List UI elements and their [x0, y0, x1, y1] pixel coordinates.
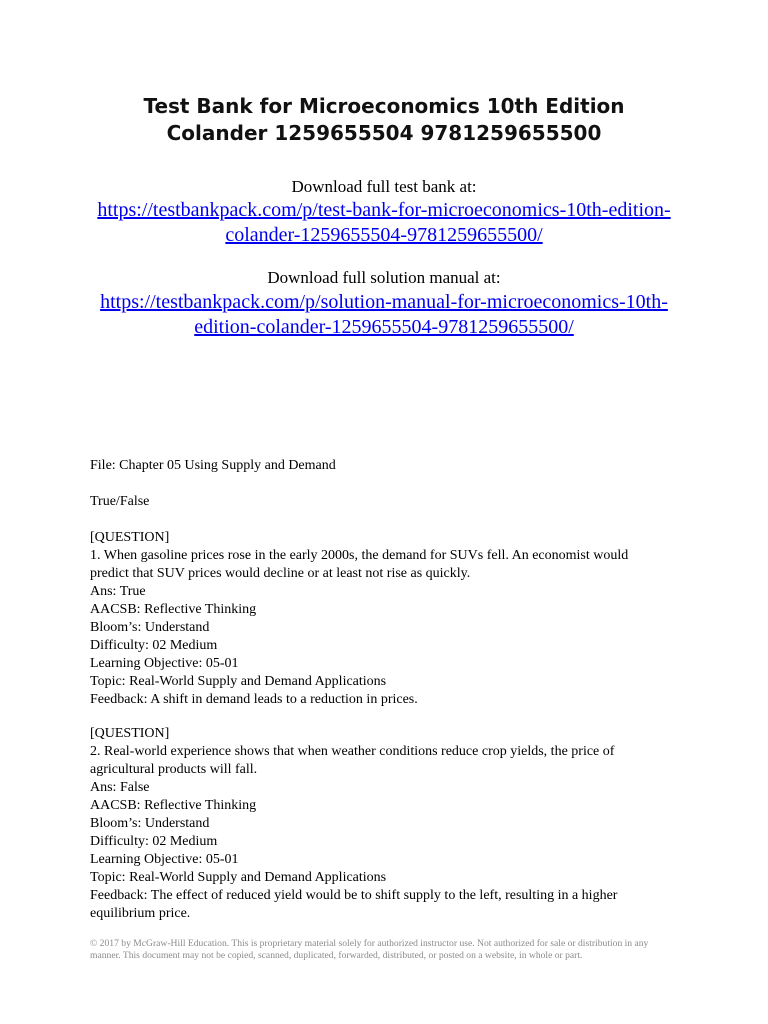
- topic: Topic: Real-World Supply and Demand Applications: [90, 870, 387, 885]
- question-block-2: [90, 725, 690, 923]
- answer: Ans: False: [90, 780, 150, 795]
- footer-line-2: manner. This document may not be copied, scanned, duplicated, forwarded, distributed, or posted on a website, in whole or part.: [90, 950, 583, 961]
- solution-manual-label: Download full solution manual at:: [267, 268, 501, 287]
- blooms: Bloom’s: Understand: [90, 620, 210, 635]
- aacsb: AACSB: Reflective Thinking: [90, 798, 257, 813]
- feedback-line-2: equilibrium price.: [90, 906, 191, 921]
- topic: Topic: Real-World Supply and Demand Applications: [90, 674, 387, 689]
- learning-objective: Learning Objective: 05-01: [90, 656, 239, 671]
- answer: Ans: True: [90, 584, 146, 599]
- title-line-1: Test Bank for Microeconomics 10th Edition: [143, 94, 625, 118]
- question-text-line-1: 2. Real-world experience shows that when weather conditions reduce crop yields, the price of: [90, 744, 615, 759]
- difficulty: Difficulty: 02 Medium: [90, 834, 218, 849]
- test-bank-link-line-1[interactable]: https://testbankpack.com/p/test-bank-for-microeconomics-10th-edition-: [97, 199, 671, 221]
- aacsb: AACSB: Reflective Thinking: [90, 602, 257, 617]
- copyright-footer: [90, 938, 690, 962]
- blooms: Bloom’s: Understand: [90, 816, 210, 831]
- question-tag: [QUESTION]: [90, 726, 170, 741]
- title-line-2: Colander 1259655504 9781259655500: [166, 121, 602, 145]
- solution-manual-link-line-1[interactable]: https://testbankpack.com/p/solution-manual-for-microeconomics-10th-: [100, 291, 668, 313]
- test-bank-link[interactable]: [60, 198, 708, 248]
- solution-manual-link-line-2[interactable]: edition-colander-1259655504-9781259655500/: [194, 316, 574, 338]
- solution-manual-link[interactable]: [60, 290, 708, 340]
- question-text-line-2: predict that SUV prices would decline or at least not rise as quickly.: [90, 566, 471, 581]
- feedback-line-1: Feedback: A shift in demand leads to a reduction in prices.: [90, 692, 418, 707]
- question-block-1: [90, 529, 690, 709]
- learning-objective: Learning Objective: 05-01: [90, 852, 239, 867]
- file-line: File: Chapter 05 Using Supply and Demand: [90, 458, 336, 473]
- difficulty: Difficulty: 02 Medium: [90, 638, 218, 653]
- document-title: [70, 93, 698, 147]
- test-bank-label: Download full test bank at:: [291, 177, 477, 196]
- question-text-line-2: agricultural products will fall.: [90, 762, 258, 777]
- question-text-line-1: 1. When gasoline prices rose in the early 2000s, the demand for SUVs fell. An economist would: [90, 548, 629, 563]
- feedback-line-1: Feedback: The effect of reduced yield would be to shift supply to the left, resulting in a higher: [90, 888, 618, 903]
- footer-line-1: © 2017 by McGraw-Hill Education. This is proprietary material solely for authorized instructor use. Not authorized for sale or distribution in any: [90, 938, 649, 949]
- section-heading: True/False: [90, 494, 150, 509]
- test-bank-link-line-2[interactable]: colander-1259655504-9781259655500/: [225, 224, 543, 246]
- question-tag: [QUESTION]: [90, 530, 170, 545]
